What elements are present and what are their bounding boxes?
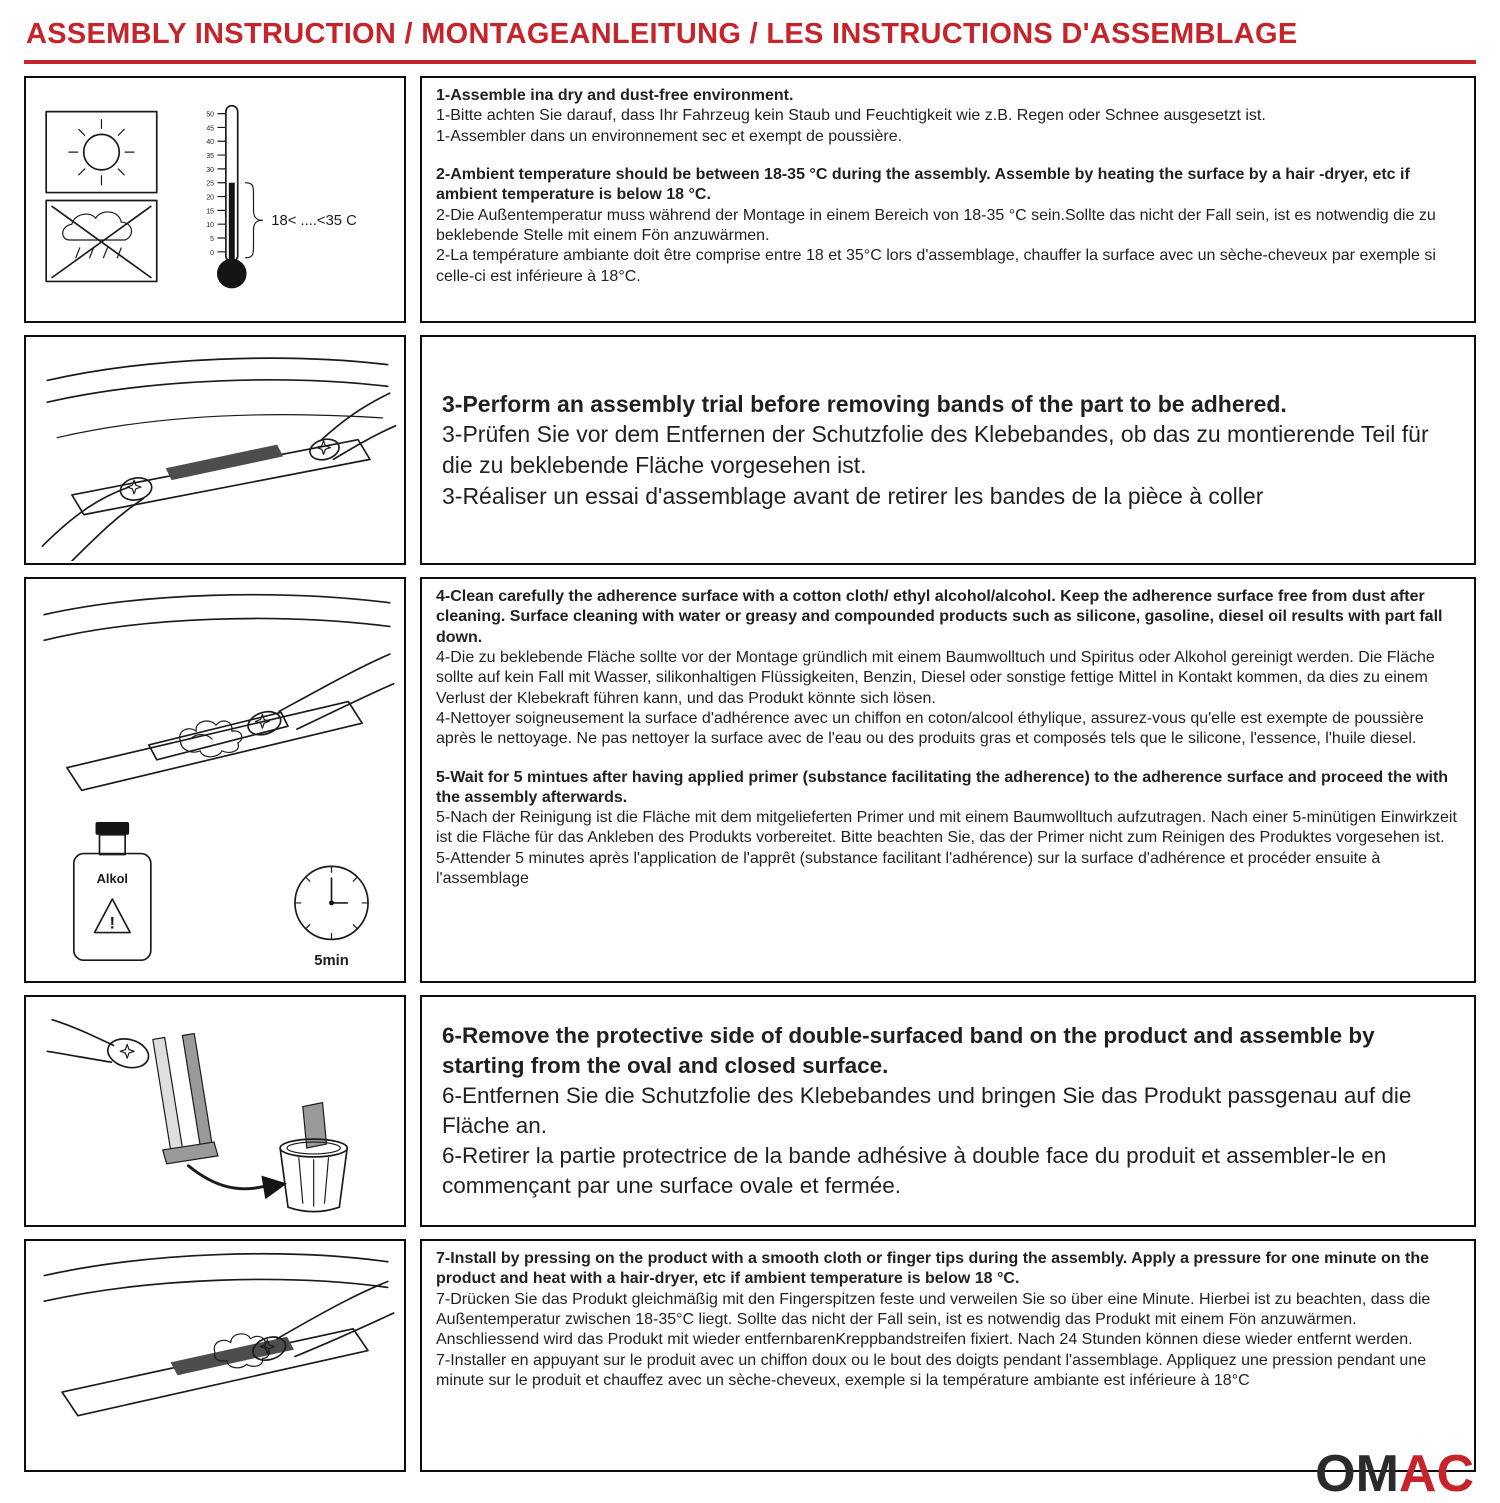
instruction-paragraph: 7-Drücken Sie das Produkt gleichmäßig mit den Fingerspitzen feste und verweilen Sie so über eine Minute. Hierbei ist zu beachten, dass die Außentemperatur zwischen 18-35°C liegt. Sollte das nicht der Fall sein, ist es notwendig das Produkt mit einem Fön anzuwärmen. Anschliessend wird das Produkt mit wieder entfernbarenKreppbandstreifen fixiert. Nach 24 Stunden können diese wieder entfernt werden.	[436, 1290, 1431, 1349]
sun-icon	[46, 111, 157, 192]
thermometer-tick-label: 20	[206, 194, 215, 202]
thermometer-tick-label: 25	[206, 180, 215, 188]
hand-peeling	[47, 1020, 151, 1072]
page-title: ASSEMBLY INSTRUCTION / MONTAGEANLEITUNG / LES INSTRUCTIONS D'ASSEMBLAGE	[24, 12, 1476, 64]
section-trial-text	[420, 335, 1476, 565]
thermometer-icon	[206, 105, 357, 288]
instruction-paragraph: 4-Clean carefully the adherence surface with a cotton cloth/ ethyl alcohol/alcohol. Keep the adherence surface free from dust after cleaning. Surface cleaning with water or greasy and compounded products such as silicone, gasoline, diesel oil results with part fall down.	[436, 588, 1443, 646]
instruction-paragraph: 6-Entfernen Sie die Schutzfolie des Klebebandes und bringen Sie das Produkt passgenau auf die Fläche an.	[442, 1083, 1412, 1138]
arrow-icon	[188, 1166, 287, 1200]
thermometer-tick-labels	[206, 111, 214, 256]
instruction-paragraph: 7-Installer en appuyant sur le produit avec un chiffon doux ou le bout des doigts pendant l'assemblage. Appliquez une pression pendant une minute sur le produit et chauffez avec un sèche-cheveux, exemple si la température ambiante est inférieure à 18°C	[436, 1351, 1427, 1389]
instruction-paragraph: 3-Prüfen Sie vor dem Entfernen der Schutzfolie des Klebebandes, ob das zu montierende Teil für die zu beklebende Fläche vorgesehen ist.	[442, 421, 1429, 478]
thermometer-tick-label: 40	[206, 138, 215, 146]
door-sill-drawing	[44, 595, 390, 791]
thermometer-ticks	[218, 113, 226, 251]
instruction-paragraph: 2-Die Außentemperatur muss während der Montage in einem Bereich von 18-35 °C sein.Sollte das nicht der Fall sein, ist es notwendig die zu beklebende Stelle mit einem Fön anzuwärmen.	[436, 206, 1436, 244]
warning-mark: !	[109, 913, 116, 933]
instruction-paragraph: 2-La température ambiante doit être comprise entre 18 et 35°C lors d'assemblage, chauffer la surface avec un sèche-cheveux par exemple si celle-ci est inférieure à 18°C.	[436, 247, 1436, 285]
figure-assembly-trial	[24, 335, 406, 565]
figure-cleaning-primer	[24, 577, 406, 983]
hand-right	[308, 393, 396, 463]
section-pressing	[24, 1239, 1476, 1472]
instruction-paragraph: 4-Nettoyer soigneusement la surface d'adhérence avec un chiffon en coton/alcool éthylique, assurez-vous qu'elle est exempte de poussière après le nettoyage. Ne pas nettoyer la surface avec de l'eau ou des produits gras et composés tels que le silicone, l'essence, l'huile diesel.	[436, 709, 1424, 748]
hand-wiping	[245, 654, 394, 739]
instruction-paragraph: 1-Assembler dans un environnement sec et exempt de poussière.	[436, 127, 903, 145]
thermometer-tick-label: 10	[206, 221, 215, 229]
thermometer-tick-label: 35	[206, 152, 215, 160]
omac-logo	[1315, 1445, 1474, 1503]
instruction-paragraph: 6-Remove the protective side of double-surfaced band on the product and assemble by starting from the oval and closed surface.	[442, 1023, 1375, 1079]
section-remove-band	[24, 995, 1476, 1227]
warning-triangle-icon	[95, 899, 131, 933]
bottle-label: Alkol	[96, 871, 129, 887]
section-trial	[24, 335, 1476, 565]
pressing-drawing	[32, 1242, 398, 1469]
instruction-paragraph: 5-Nach der Reinigung ist die Fläche mit dem mitgelieferten Primer und mit einem Baumwolltuch aufzutragen. Nach einer 5-minütigen Einwirkzeit ist die Fläche für das Ankleben des Produkts vorbereitet. Bitte beachten Sie, das der Primer nicht zum Reinigen des Produktes vorgesehen ist.	[436, 809, 1457, 847]
alcohol-bottle-icon	[74, 822, 151, 960]
thermometer-tick-label: 0	[210, 249, 215, 257]
figure-pressing	[24, 1239, 406, 1472]
logo-text-ac: AC	[1398, 1445, 1474, 1503]
thermometer-tick-label: 45	[206, 124, 215, 132]
section-environment	[24, 76, 1476, 323]
instruction-paragraph: 5-Attender 5 minutes après l'application de l'apprêt (substance facilitant l'adhérence) sur la surface d'adhérence et procéder ensuite à l'assemblage	[436, 849, 1381, 888]
figure-environment-temperature	[24, 76, 406, 323]
section-remove-band-text	[420, 995, 1476, 1227]
section-environment-text	[420, 76, 1476, 323]
thermometer-tick-label: 50	[206, 111, 215, 119]
temperature-range-label: 18< ....<35 C	[271, 212, 357, 229]
instruction-paragraph: 1-Assemble ina dry and dust-free environment.	[436, 87, 794, 104]
sill-plate	[171, 1337, 294, 1375]
section-pressing-text	[420, 1239, 1476, 1472]
thermometer-tick-label: 5	[210, 235, 215, 243]
clock-label: 5min	[314, 953, 349, 970]
assembly-trial-drawing	[32, 339, 398, 561]
instruction-paragraph: 5-Wait for 5 mintues after having applied primer (substance facilitating the adherence) to the adherence surface and proceed the with the assembly afterwards.	[436, 768, 1449, 806]
range-brace	[246, 182, 263, 257]
tape-strips	[153, 1034, 218, 1164]
instruction-paragraph: 7-Install by pressing on the product with a smooth cloth or finger tips during the assembly. Apply a pressure for one minute on the product and heat with a hair-dryer, etc if ambient temperature is below 18 °C.	[436, 1250, 1429, 1288]
door-sill-drawing	[47, 358, 387, 514]
instruction-paragraph: 1-Bitte achten Sie darauf, dass Ihr Fahrzeug kein Staub und Feuchtigkeit wie z.B. Regen oder Schnee ausgesetzt ist.	[436, 107, 1266, 125]
door-sill-drawing	[44, 1254, 387, 1416]
section-cleaning	[24, 577, 1476, 983]
remove-band-drawing	[32, 1000, 398, 1222]
instruction-paragraph: 2-Ambient temperature should be between 18-35 °C during the assembly. Assemble by heating the surface by a hair -dryer, etc if ambient temperature is below 18 °C.	[436, 165, 1410, 204]
cleaning-primer-drawing	[32, 585, 398, 975]
clock-icon	[295, 866, 368, 969]
instruction-paragraph: 3-Réaliser un essai d'assemblage avant de retirer les bandes de la pièce à coller	[442, 482, 1264, 509]
sill-plate	[166, 445, 283, 481]
instruction-paragraph: 4-Die zu beklebende Fläche sollte vor der Montage gründlich mit einem Baumwolltuch und Spiritus oder Alkohol gereinigt werden. Die Fläche sollte auf kein Fall mit Wasser, silikonhaltigen Flüssigkeiten, Benzin, Diesel oder sonstige fettige Mittel in Kontakt kommen, da dies zu einem Verlust der Klebekraft führen kann, und das Produkt könnte sich lösen.	[436, 648, 1435, 707]
logo-text-om: OM	[1315, 1445, 1399, 1503]
instruction-paragraph: 6-Retirer la partie protectrice de la bande adhésive à double face du produit et assembler-le en commençant par une surface ovale et fermée.	[442, 1142, 1387, 1198]
thermometer-tick-label: 15	[206, 207, 215, 215]
thermometer-tick-label: 30	[206, 166, 215, 174]
star-mark-icon	[120, 1044, 134, 1058]
environment-temperature-drawing	[32, 84, 398, 316]
trash-bin-icon	[280, 1103, 347, 1212]
hand-left	[42, 475, 153, 561]
no-rain-icon	[46, 200, 157, 281]
figure-remove-band	[24, 995, 406, 1227]
instruction-paragraph: 3-Perform an assembly trial before removing bands of the part to be adhered.	[442, 390, 1287, 417]
section-cleaning-text	[420, 577, 1476, 983]
